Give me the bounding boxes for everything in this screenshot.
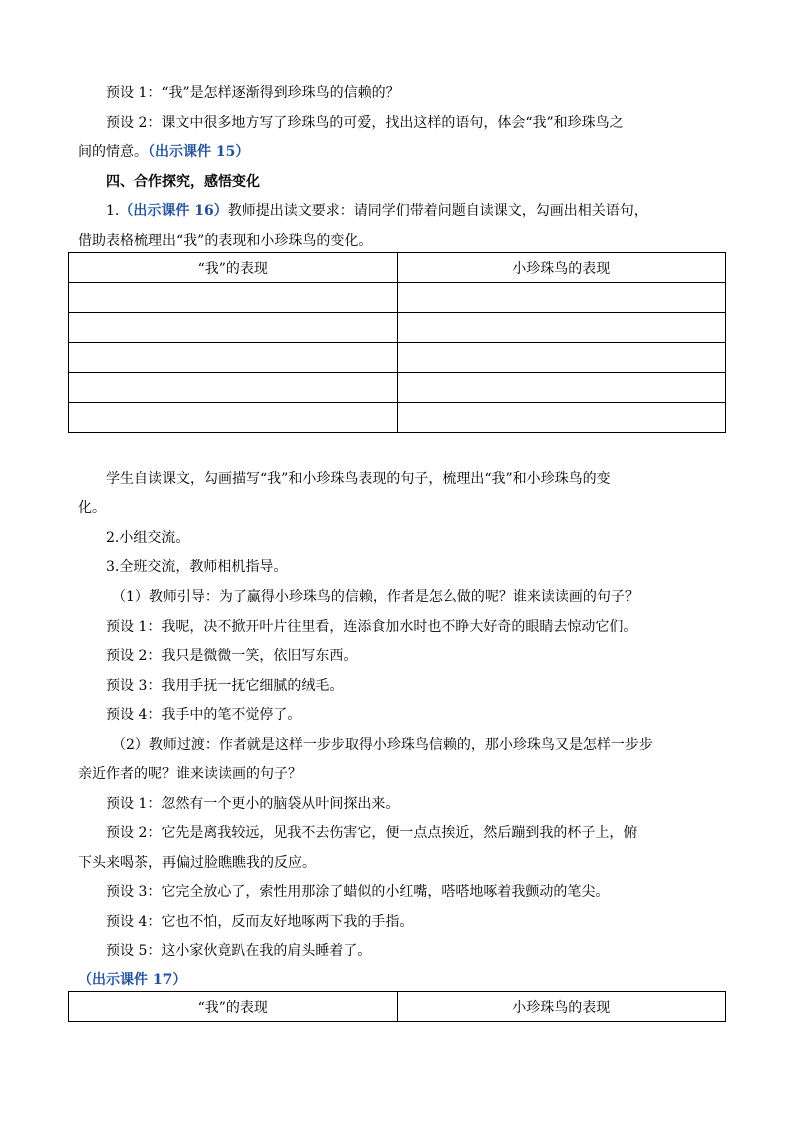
student-reading-line-2: 化。 bbox=[78, 500, 106, 516]
behavior-table-2 bbox=[68, 991, 726, 1022]
preset-2-text: 间的情意。 bbox=[78, 144, 148, 160]
table-cell bbox=[69, 403, 398, 433]
bird-answer-5: 预设 5：这小家伙竟趴在我的肩头睡着了。 bbox=[106, 943, 372, 959]
question-2-line-1: （2）教师过渡：作者就是这样一步步取得小珍珠鸟信赖的，那小珍珠鸟又是怎样一步步 bbox=[112, 737, 653, 753]
bird-answer-4: 预设 4：它也不怕，反而友好地啄两下我的手指。 bbox=[106, 914, 414, 930]
table-row bbox=[69, 283, 726, 313]
courseware-17-label: （出示课件 17） bbox=[78, 972, 187, 988]
table-cell bbox=[397, 373, 726, 403]
table-cell bbox=[69, 313, 398, 343]
table-row bbox=[69, 313, 726, 343]
item-1-number: 1. bbox=[106, 203, 120, 219]
question-1: （1）教师引导：为了赢得小珍珠鸟的信赖，作者是怎么做的呢？谁来读读画的句子？ bbox=[112, 589, 639, 605]
table-row bbox=[69, 373, 726, 403]
item-1-text: 教师提出读文要求：请同学们带着问题自读课文，勾画出相关语句， bbox=[227, 203, 648, 219]
step-3: 3.全班交流，教师相机指导。 bbox=[106, 559, 288, 575]
table-cell bbox=[69, 343, 398, 373]
bird-answer-3: 预设 3：它完全放心了，索性用那涂了蜡似的小红嘴，嗒嗒地啄着我颤动的笔尖。 bbox=[106, 884, 610, 900]
table-cell bbox=[69, 283, 398, 313]
table-header-row bbox=[69, 253, 726, 283]
preset-2-line-1: 预设 2：课文中很多地方写了珍珠鸟的可爱，找出这样的语句，体会“我”和珍珠鸟之 bbox=[106, 115, 624, 131]
behavior-table-1 bbox=[68, 252, 726, 433]
table-header-row bbox=[69, 992, 726, 1022]
table-cell bbox=[69, 373, 398, 403]
item-1-line-1 bbox=[106, 201, 728, 221]
student-reading-line-1: 学生自读课文，勾画描写“我”和小珍珠鸟表现的句子，梳理出“我”和小珍珠鸟的变 bbox=[106, 471, 611, 487]
courseware-16-label: （出示课件 16） bbox=[119, 203, 228, 219]
bird-answer-2-line-1: 预设 2：它先是离我较远，见我不去伤害它，便一点点挨近，然后蹦到我的杯子上，俯 bbox=[106, 825, 638, 841]
answer-1: 预设 1：我呢，决不掀开叶片往里看，连添食加水时也不睁大好奇的眼睛去惊动它们。 bbox=[106, 619, 638, 635]
table-cell bbox=[397, 343, 726, 373]
answer-2: 预设 2：我只是微微一笑，依旧写东西。 bbox=[106, 648, 358, 664]
preset-2-line-2 bbox=[78, 142, 728, 162]
column-header-bird: 小珍珠鸟的表现 bbox=[397, 992, 726, 1022]
item-1-line-2: 借助表格梳理出“我”的表现和小珍珠鸟的变化。 bbox=[78, 233, 373, 249]
column-header-bird: 小珍珠鸟的表现 bbox=[397, 253, 726, 283]
question-2-line-2: 亲近作者的呢？谁来读读画的句子？ bbox=[78, 766, 302, 782]
bird-answer-1: 预设 1：忽然有一个更小的脑袋从叶间探出来。 bbox=[106, 796, 400, 812]
preset-1: 预设 1：“我”是怎样逐渐得到珍珠鸟的信赖的？ bbox=[106, 85, 400, 101]
courseware-15-label: （出示课件 15） bbox=[148, 144, 250, 160]
table-cell bbox=[397, 283, 726, 313]
table-row bbox=[69, 343, 726, 373]
step-2: 2.小组交流。 bbox=[106, 530, 190, 546]
table-row bbox=[69, 403, 726, 433]
bird-answer-2-line-2: 下头来喝茶，再偏过脸瞧瞧我的反应。 bbox=[78, 855, 316, 871]
column-header-me: “我”的表现 bbox=[69, 992, 398, 1022]
answer-3: 预设 3：我用手抚一抚它细腻的绒毛。 bbox=[106, 678, 344, 694]
column-header-me: “我”的表现 bbox=[69, 253, 398, 283]
table-cell bbox=[397, 313, 726, 343]
section-4-heading: 四、合作探究，感悟变化 bbox=[106, 174, 260, 190]
answer-4: 预设 4：我手中的笔不觉停了。 bbox=[106, 707, 302, 723]
table-cell bbox=[397, 403, 726, 433]
